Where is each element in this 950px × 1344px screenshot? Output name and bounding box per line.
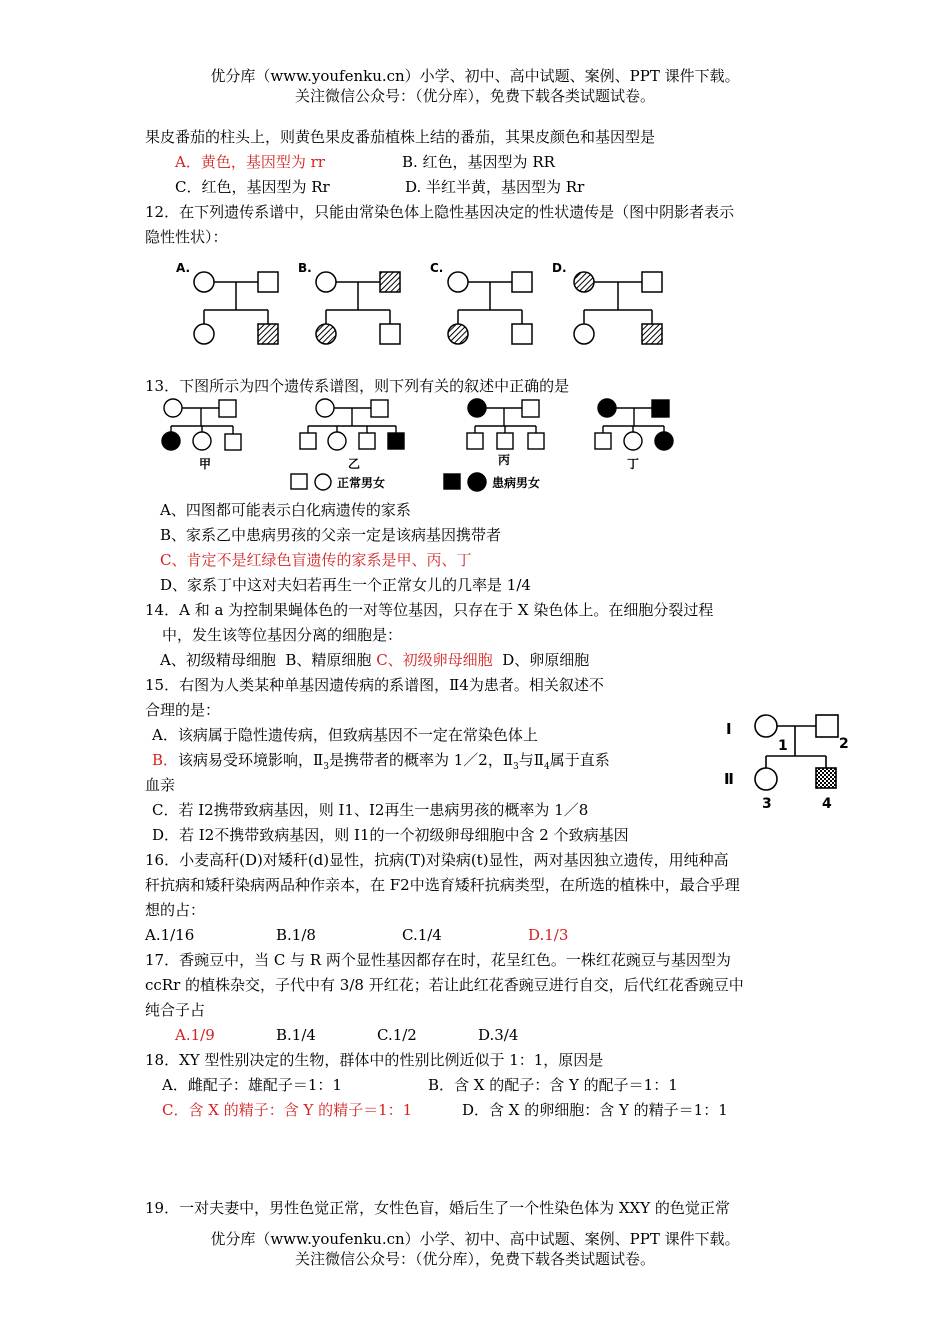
q15-pedigree-figure [722,708,862,814]
q15-stem-line1: 15．右图为人类某种单基因遗传病的系谱图，Ⅱ4为患者。相关叙述不 [145,676,604,694]
q19-stem: 19．一对夫妻中，男性色觉正常，女性色盲，婚后生了一个性染色体为 XXY 的色觉正常 [145,1199,730,1217]
q11-stem: 果皮番茄的柱头上，则黄色果皮番茄植株上结的番茄，其果皮颜色和基因型是 [145,128,656,146]
q16-stem-line2: 秆抗病和矮秆染病两品种作亲本，在 F2中选育矮秆抗病类型，在所选的植株中，最合乎理 [145,876,740,894]
q16-option-c: C.1/4 [402,926,442,944]
q13-pedigree-figure [155,396,695,496]
q18-option-a: A．雌配子：雄配子＝1：1 [162,1076,342,1094]
q17-option-c: C.1/2 [377,1026,417,1044]
q15-option-b [152,750,610,777]
q13-label-jia: 甲 [199,457,212,471]
q12-label-b: B. [298,261,312,275]
q17-option-b: B.1/4 [276,1026,316,1044]
q16-stem-line1: 16．小麦高秆(D)对矮秆(d)显性，抗病(T)对染病(t)显性，两对基因独立遗传，用纯种高 [145,851,729,869]
q11-option-d: D. 半红半黄，基因型为 Rr [405,178,585,196]
page-header-line2: 关注微信公众号：（优分库），免费下载各类试题试卷。 [294,87,655,105]
q13-pedigree-yi [300,399,404,471]
q15-ii4-affected-male [816,768,836,788]
q14-option-d: D、卵原细胞 [502,651,590,669]
q15-option-b-letter: B． [152,751,179,769]
q11-option-b: B. 红色，基因型为 RR [402,153,555,171]
q15-i2-male [816,715,838,737]
q11-option-a: A．黄色，基因型为 rr [175,153,325,171]
q13-pedigree-bing [467,399,544,467]
q17-stem-line1: 17．香豌豆中，当 C 与 R 两个显性基因都存在时，花呈红色。一株红花豌豆与基因型为 [145,951,731,969]
q13-label-yi: 乙 [348,457,361,471]
q15-option-a: A．该病属于隐性遗传病，但致病基因不一定在常染色体上 [152,726,538,744]
q15-i1-female [755,715,777,737]
q15-option-b-line2: 血亲 [145,776,176,794]
q13-option-a: A、四图都可能表示白化病遗传的家系 [160,501,411,519]
q18-option-d: D．含 X 的卵细胞：含 Y 的精子＝1：1 [462,1101,728,1119]
q16-option-d: D.1/3 [528,926,569,944]
q12-pedigree-a [176,261,278,344]
q17-stem-line2: ccRr 的植株杂交，子代中有 3/8 开红花；若让此红花香豌豆进行自交，后代红花香豌豆中 [145,976,744,994]
q13-pedigree-jia [162,399,241,471]
q12-label-a: A. [176,261,191,275]
q12-stem-line2: 隐性性状）： [145,228,228,246]
q13-option-c: C、肯定不是红绿色盲遗传的家系是甲、丙、丁 [160,551,472,569]
q12-pedigree-c [430,261,532,344]
q13-stem: 13．下图所示为四个遗传系谱图，则下列有关的叙述中正确的是 [145,377,570,395]
q15-option-c: C．若 I2携带致病基因，则 I1、I2再生一患病男孩的概率为 1／8 [152,801,589,819]
q15-option-d: D．若 I2不携带致病基因，则 I1的一个初级卵母细胞中含 2 个致病基因 [152,826,629,844]
q13-label-ding: 丁 [627,457,640,471]
q14-stem-line2: 中，发生该等位基因分离的细胞是： [162,626,403,644]
q14-option-b: B、精原细胞 [285,651,372,669]
q14-options [160,650,589,670]
q16-option-a: A.1/16 [145,926,195,944]
q13-legend [291,473,540,491]
q18-option-c [162,1100,412,1120]
q13-legend-affected: 患病男女 [492,476,541,490]
q12-pedigree-figure [172,252,692,358]
q12-stem-line1: 12．在下列遗传系谱中，只能由常染色体上隐性基因决定的性状遗传是（图中阴影者表示 [145,203,735,221]
q14-option-a: A、初级精母细胞 [160,651,276,669]
q15-ii3-female [755,768,777,790]
q16-option-b: B.1/8 [276,926,316,944]
q13-legend-normal: 正常男女 [337,476,386,490]
q15-num1: 1 [778,738,788,754]
page-footer-line2: 关注微信公众号：（优分库），免费下载各类试题试卷。 [294,1250,655,1268]
q12-label-c: C. [430,261,444,275]
q15-num3: 3 [762,796,772,812]
q12-pedigree-d [552,261,662,344]
q17-option-a: A.1/9 [175,1026,215,1044]
q12-pedigree-b [298,261,400,344]
q14-stem-line1: 14．A 和 a 为控制果蝇体色的一对等位基因，只存在于 X 染色体上。在细胞分裂过程 [145,601,714,619]
q17-option-d: D.3/4 [478,1026,519,1044]
q15-option-b-text: 该病易受环境影响，$Ⅱ_3$是携带者的概率为 1／2，$Ⅱ_3$与$Ⅱ_4$属于直系 [178,751,610,772]
q18-stem: 18．XY 型性别决定的生物，群体中的性别比例近似于 1：1，原因是 [145,1051,604,1069]
q18-option-b: B．含 X 的配子：含 Y 的配子＝1：1 [428,1076,678,1094]
q14-option-c: C、初级卵母细胞 [376,651,493,669]
page-footer-line1: 优分库（www.youfenku.cn）小学、初中、高中试题、案例、PPT 课件下载。 [210,1230,740,1248]
q15-num4: 4 [822,796,832,812]
q13-option-d: D、家系丁中这对夫妇若再生一个正常女儿的几率是 1/4 [160,576,531,594]
page-header-line1: 优分库（www.youfenku.cn）小学、初中、高中试题、案例、PPT 课件下载。 [210,67,740,85]
q13-label-bing: 丙 [498,453,511,467]
q15-stem-line2: 合理的是： [145,701,221,719]
q18-option-c-text: C．含 X 的精子：含 Y 的精子＝1：1 [162,1101,413,1119]
q13-option-b: B、家系乙中患病男孩的父亲一定是该病基因携带者 [160,526,502,544]
q15-gen1-label: I [726,720,732,738]
q13-pedigree-ding [595,399,673,471]
q11-option-c: C．红色，基因型为 Rr [175,178,330,196]
q12-label-d: D. [552,261,567,275]
q16-stem-line3: 想的占： [145,901,206,919]
q15-num2: 2 [839,736,849,752]
q17-stem-line3: 纯合子占 [145,1001,206,1019]
q15-gen2-label: Ⅱ [724,770,734,788]
